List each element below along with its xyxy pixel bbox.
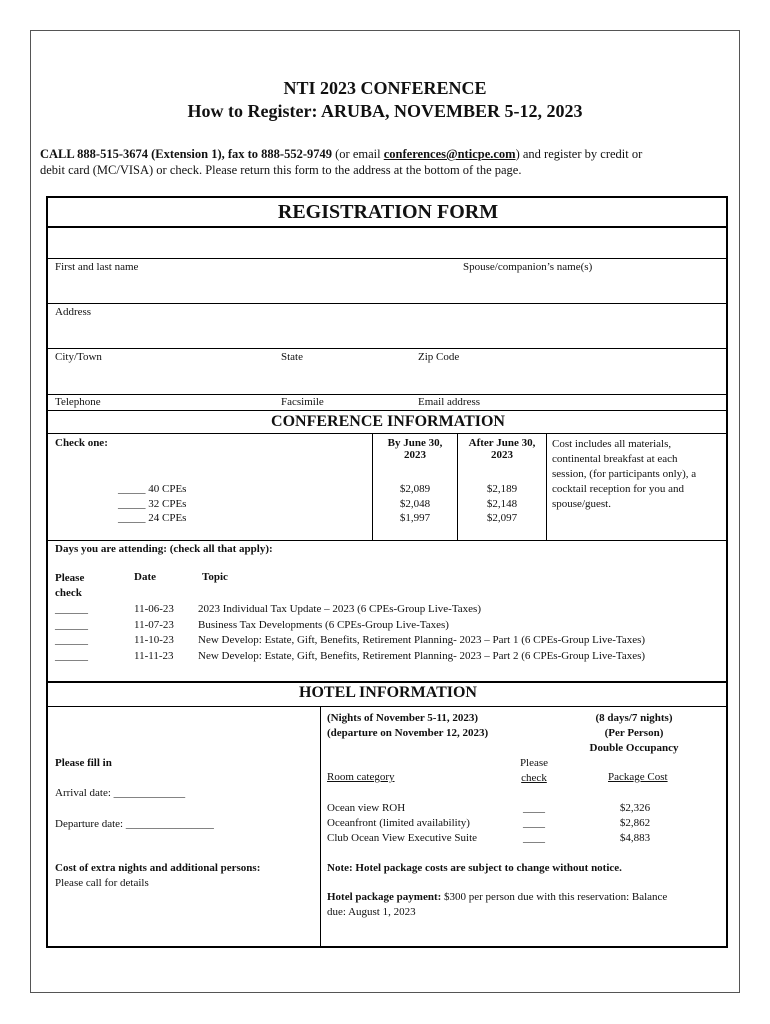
after-june-prices [458,482,546,526]
hotel-dates [327,711,488,741]
price-after: $2,148 [486,497,518,510]
divider [48,303,728,304]
topic-header: Topic [202,571,228,583]
cost-includes-note [552,437,696,512]
room-name: Club Ocean View Executive Suite [327,832,478,844]
departure-text: (departure on November 12, 2023) [327,727,489,739]
spouse-field[interactable]: Spouse/companion’s name(s) [463,261,593,273]
price-by: $2,048 [399,497,431,510]
room-category-header: Room category [327,771,395,783]
after-june-line-2: 2023 [491,449,513,461]
by-june-line-2: 2023 [404,449,426,461]
extra-nights-label: Cost of extra nights and additional persons: [55,862,261,874]
price-change-note: Note: Hotel package costs are subject to change without notice. [327,862,622,874]
session-check-blank[interactable]: ______ [55,649,88,662]
by-june-header [373,437,457,461]
or-email-text: (or email [332,147,384,161]
price-after: $2,189 [486,483,518,495]
session-topic: Business Tax Developments (6 CPEs-Group Live-Taxes) [198,618,449,631]
departure-date-field[interactable]: Departure date: ________________ [55,818,214,830]
room-check-blank[interactable]: ____ [523,832,545,844]
payment-line-1 [327,891,667,903]
room-name: Oceanfront (limited availability) [327,817,470,829]
divider [48,226,728,228]
telephone-field[interactable]: Telephone [55,396,101,408]
divider [48,258,728,259]
divider [48,540,728,541]
payment-label: Hotel package payment: [327,891,442,903]
divider [48,394,728,395]
name-field[interactable]: First and last name [55,261,139,273]
price-after: $2,097 [486,512,518,524]
payment-due: due: August 1, 2023 [327,906,416,918]
package-cost-header: Package Cost [608,771,668,783]
after-june-line-1: After June 30, [468,437,536,449]
intro-line-2: debit card (MC/VISA) or check. Please return this form to the address at the bottom of the page. [40,163,522,177]
per-person: (Per Person) [604,727,664,739]
cpe-option-40[interactable]: _____ 40 CPEs [118,483,187,495]
cpe-option-24[interactable]: _____ 24 CPEs [118,512,187,524]
session-check-blank[interactable]: ______ [55,618,88,631]
days-nights: (8 days/7 nights) [595,712,673,724]
city-field[interactable]: City/Town [55,351,102,363]
cpe-option-32[interactable]: _____ 32 CPEs [118,497,187,510]
divider [48,681,728,683]
date-header: Date [134,571,156,583]
email-field[interactable]: Email address [418,396,481,408]
room-costs [600,801,670,846]
extra-nights-note: Please call for details [55,877,149,889]
session-date: 11-07-23 [134,618,174,631]
nights-text: (Nights of November 5-11, 2023) [327,712,479,724]
room-check-blank[interactable]: ____ [523,817,545,829]
session-dates [134,602,174,664]
by-june-prices [373,482,457,526]
call-fax-text: CALL 888-515-3674 (Extension 1), fax to 888-552-9749 [40,147,333,161]
fax-field[interactable]: Facsimile [281,396,324,408]
divider [48,348,728,349]
please-check-line-2: check [55,587,82,599]
session-checks [55,602,88,664]
register-title: How to Register: ARUBA, NOVEMBER 5-12, 2023 [187,101,583,121]
session-check-blank[interactable]: ______ [55,603,88,615]
room-name: Ocean view ROH [327,802,406,814]
state-field[interactable]: State [281,351,303,363]
room-check-blank[interactable]: ____ [523,802,545,814]
check-one-label: Check one: [55,437,108,449]
price-by: $1,997 [399,512,431,524]
column-divider [546,433,547,540]
hotel-info-title: HOTEL INFORMATION [299,684,477,701]
session-date: 11-10-23 [134,634,174,646]
arrival-date-field[interactable]: Arrival date: _____________ [55,787,186,799]
payment-text: $300 per person due with this reservation: Balance [441,891,668,903]
note-line: spouse/guest. [552,498,611,510]
room-cost: $2,326 [619,802,651,814]
session-topic: 2023 Individual Tax Update – 2023 (6 CPEs-Group Live-Taxes) [198,603,481,615]
address-field[interactable]: Address [55,306,92,318]
after-june-header [458,437,546,461]
conference-title: NTI 2023 CONFERENCE [283,78,487,98]
session-date: 11-06-23 [134,603,174,615]
please-check-line-1: Please [519,757,549,769]
days-attending-label: Days you are attending: (check all that apply): [55,543,273,555]
price-by: $2,089 [399,483,431,495]
session-check-blank[interactable]: ______ [55,634,88,646]
divider [48,410,728,411]
package-info [578,711,690,756]
please-check-room-header [510,756,558,786]
please-fill-in-label: Please fill in [55,757,112,769]
session-topic: New Develop: Estate, Gift, Benefits, Retirement Planning- 2023 – Part 2 (6 CPEs-Group Live-Taxes) [198,649,646,662]
after-email-text: ) and register by credit or [515,147,643,161]
room-list [327,801,477,846]
session-date: 11-11-23 [134,649,174,662]
divider [48,706,728,707]
note-line: Cost includes all materials, [552,438,672,450]
room-cost: $2,862 [619,817,651,829]
form-title: REGISTRATION FORM [277,201,499,223]
room-cost: $4,883 [619,832,651,844]
cpe-options [118,482,186,526]
intro-line-1 [40,147,642,162]
divider [48,433,728,434]
by-june-line-1: By June 30, [387,437,443,449]
session-topics [198,602,645,664]
please-check-line-2: check [521,772,547,784]
zip-field[interactable]: Zip Code [418,351,460,363]
column-divider [320,706,321,947]
session-topic: New Develop: Estate, Gift, Benefits, Retirement Planning- 2023 – Part 1 (6 CPEs-Group Live-Taxes) [198,634,646,646]
please-check-line-1: Please [55,572,85,584]
conference-info-title: CONFERENCE INFORMATION [271,413,505,430]
room-checks [510,801,558,846]
note-line: session, (for participants only), a [552,468,697,480]
email-link[interactable]: conferences@nticpe.com [383,147,516,161]
double-occupancy: Double Occupancy [589,742,679,754]
note-line: cocktail reception for you and [552,483,684,495]
please-check-header [55,571,84,601]
note-line: continental breakfast at each [552,453,678,465]
